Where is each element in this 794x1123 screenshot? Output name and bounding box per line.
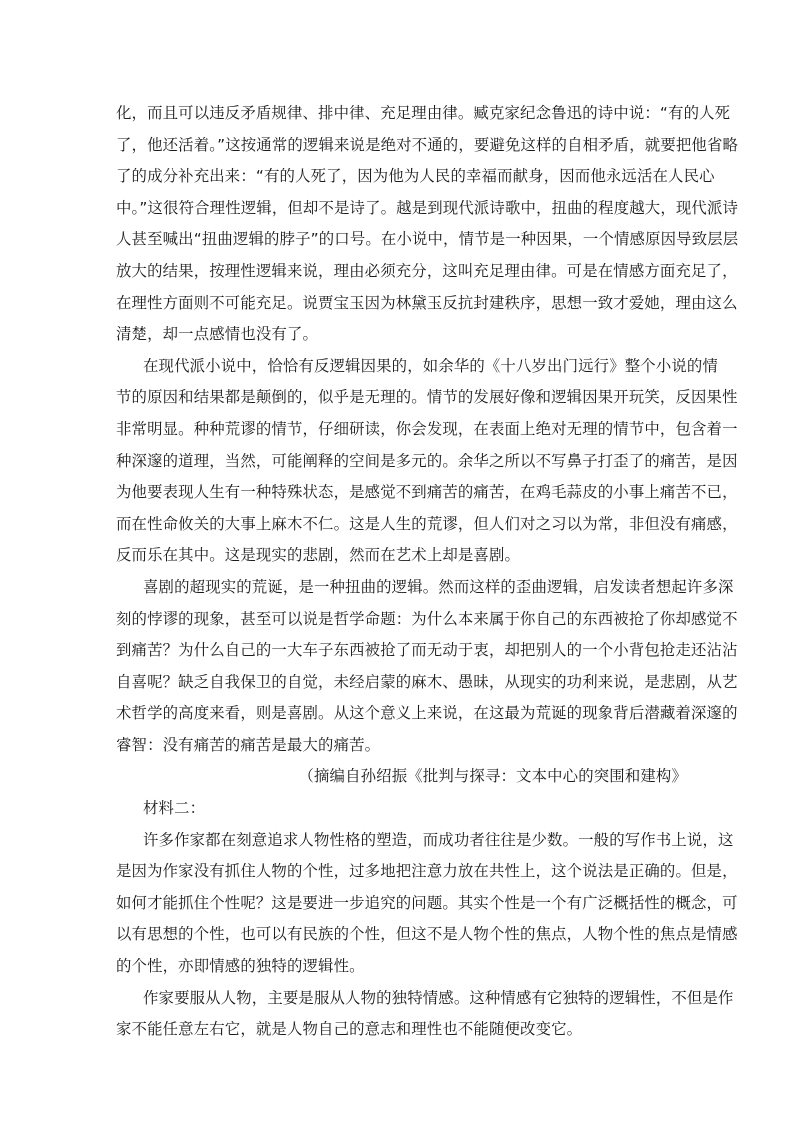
text-line: 为他要表现人生有一种特殊状态，是感觉不到痛苦的痛苦，在鸡毛蒜皮的小事上痛苦不已， [116,483,738,502]
text-line: 在理性方面则不可能充足。说贾宝玉因为林黛玉反抗封建秩序，思想一致才爱她，理由这么 [116,293,738,312]
text-line: 化，而且可以违反矛盾规律、排中律、充足理由律。臧克家纪念鲁迅的诗中说：“有的人死 [116,104,731,122]
text-line: 以有思想的个性，也可以有民族的个性，但这不是人物个性的焦点，人物个性的焦点是情感 [116,925,738,944]
text-line: 刻的悖谬的现象，甚至可以说是哲学命题：为什么本来属于你自己的东西被抢了你却感觉不 [116,609,738,628]
text-line: 到痛苦？为什么自己的一大车子东西被抢了而无动于衷，却把别人的一个小背包抢走还沾沾 [116,641,738,660]
text-line: 放大的结果，按理性逻辑来说，理由必须充分，这叫充足理由律。可是在情感方面充足了， [116,261,738,280]
text-line: 家不能任意左右它，就是人物自己的意志和理性也不能随便改变它。 [116,1020,583,1039]
text-line: 人甚至喊出“扭曲逻辑的脖子”的口号。在小说中，情节是一种因果，一个情感原因导致层层 [116,230,739,249]
document-body [116,98,739,1046]
text-line: 而在性命攸关的大事上麻木不仁。这是人生的荒谬，但人们对之习以为常，非但没有痛感， [116,514,738,533]
text-line: 中。”这很符合理性逻辑，但却不是诗了。越是到现代派诗歌中，扭曲的程度越大，现代派诗 [116,198,739,217]
text-line: 了的成分补充出来：“有的人死了，因为他为人民的幸福而献身，因而他永远活在人民心 [116,167,715,186]
text-line: 作家要服从人物，主要是服从人物的独特情感。这种情感有它独特的逻辑性，不但是作 [143,988,734,1007]
text-line: 了，他还活着。”这按通常的逻辑来说是绝对不通的，要避免这样的自相矛盾，就要把他省略 [116,135,739,154]
text-line: 的个性，亦即情感的独特的逻辑性。 [116,957,365,976]
text-line: 清楚，却一点感情也没有了。 [116,325,319,344]
text-line: 在现代派小说中，恰恰有反逻辑因果的，如余华的《十八岁出门远行》整个小说的情 [143,356,719,375]
section-heading: 材料二： [143,799,206,818]
text-line: 种深邃的道理，当然，可能阐释的空间是多元的。余华之所以不写鼻子打歪了的痛苦，是因 [116,451,738,470]
text-line: 是因为作家没有抓住人物的个性，过多地把注意力放在共性上，这个说法是正确的。但是， [116,862,738,881]
paragraph-1 [116,98,739,351]
text-line: 喜剧的超现实的荒诞，是一种扭曲的逻辑。然而这样的歪曲逻辑，启发读者想起许多深 [143,577,734,596]
text-line: 如何才能抓住个性呢？这是要进一步追究的问题。其实个性是一个有广泛概括性的概念，可 [116,893,738,912]
text-line: 术哲学的高度来看，则是喜剧。从这个意义上来说，在这最为荒诞的现象背后潜藏着深邃的 [116,704,738,723]
text-line: 睿智：没有痛苦的痛苦是最大的痛苦。 [116,735,381,754]
paragraph-2 [116,351,738,572]
text-line: 自喜呢？缺乏自我保卫的自觉，未经启蒙的麻木、愚昧，从现实的功利来说，是悲剧，从艺 [116,672,738,691]
text-line: 非常明显。种种荒谬的情节，仔细研读，你会发现，在表面上绝对无理的情节中，包含着一 [116,419,738,438]
paragraph-3 [116,572,738,762]
text-line: 节的原因和结果都是颠倒的，似乎是无理的。情节的发展好像和逻辑因果开玩笑，反因果性 [116,388,738,407]
paragraph-4 [116,825,738,983]
paragraph-5 [116,983,734,1046]
citation: （摘编自孙绍振《批判与探寻：文本中心的突围和建构》 [298,767,687,786]
text-line: 许多作家都在刻意追求人物性格的塑造，而成功者往往是少数。一般的写作书上说，这 [143,830,734,849]
text-line: 反而乐在其中。这是现实的悲剧，然而在艺术上却是喜剧。 [116,546,521,565]
